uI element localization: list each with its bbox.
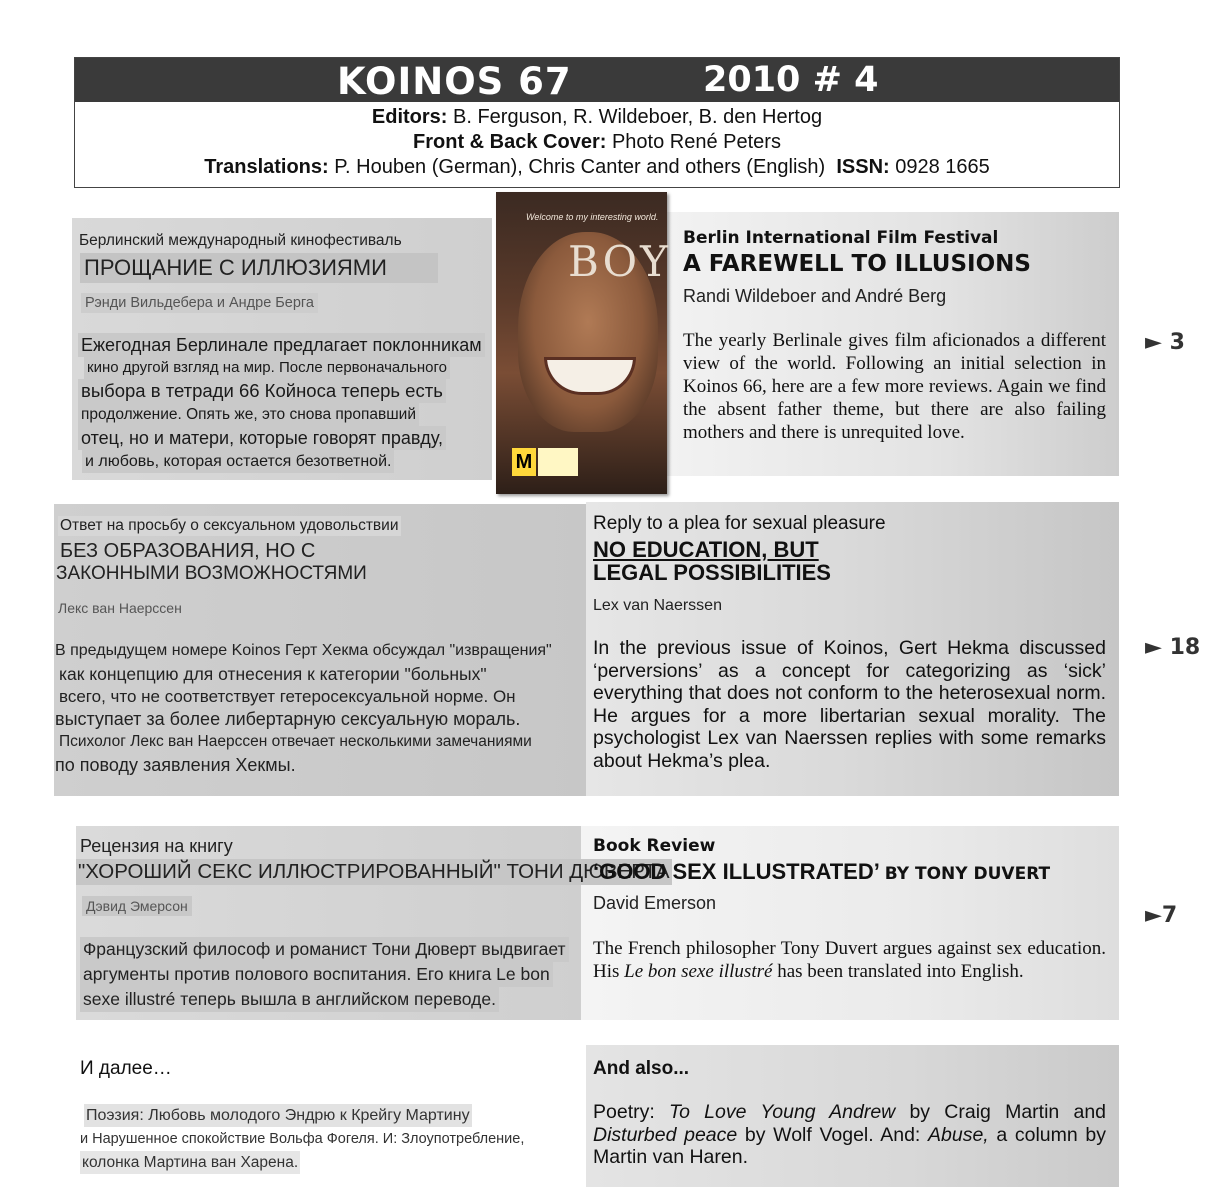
dvd-rating-panel xyxy=(538,448,578,476)
dvd-rating-badge: M xyxy=(512,448,536,476)
article-1-ru-author: Рэнди Вильдебера и Андре Берга xyxy=(81,293,318,313)
article-3-en-category: Book Review xyxy=(593,836,716,856)
article-4-ru-body: Поэзия: Любовь молодого Эндрю к Крейгу Мартину и Нарушенное спокойствие Вольфа Фогеля. И: Злоупотребление, колонка Мартина ван Харена. xyxy=(80,1104,524,1174)
article-1-page-ref[interactable]: ► 3 xyxy=(1145,330,1185,355)
masthead xyxy=(74,57,1120,188)
masthead-bar xyxy=(75,58,1119,102)
article-3-ru-title: "ХОРОШИЙ СЕКС ИЛЛЮСТРИРОВАННЫЙ" ТОНИ ДЮВЕРТА xyxy=(78,860,670,883)
article-2-en-author: Lex van Naerssen xyxy=(593,597,722,614)
issue-number: 2010 # 4 xyxy=(703,60,879,100)
article-1-en-body: The yearly Berlinale gives film aficionados a different view of the world. Following an initial selection in Koinos 66, here are a few more reviews. Again we find the absent father theme, but there are also failing mothers and there is unrequited love. xyxy=(683,330,1106,443)
article-2-en-body: In the previous issue of Koinos, Gert Hekma discussed ‘perversions’ as a concept for categorizing as ‘sick’ everything that does not conform to the heterosexual norm. He argues for a more libertarian sexual morality. The psychologist Lex van Naerssen replies with some remarks about Hekma’s plea. xyxy=(593,637,1106,772)
translations-line: Translations: P. Houben (German), Chris Canter and others (English) ISSN: 0928 1665 xyxy=(204,156,990,178)
article-1-en-title: A FAREWELL TO ILLUSIONS xyxy=(683,251,1031,277)
article-4-en-body: Poetry: To Love Young Andrew by Craig Martin and Disturbed peace by Wolf Vogel. And: Abuse, a column by Martin van Haren. xyxy=(593,1101,1107,1168)
dvd-title: BOY xyxy=(568,237,671,286)
article-2-en-title: NO EDUCATION, BUT LEGAL POSSIBILITIES xyxy=(593,537,831,585)
dvd-tagline: Welcome to my interesting world. xyxy=(526,212,659,222)
article-2-ru-category: Ответ на просьбу о сексуальном удовольствии xyxy=(60,517,399,534)
article-2-page-ref[interactable]: ► 18 xyxy=(1145,635,1201,660)
article-3-en-body: The French philosopher Tony Duvert argues against sex education. His Le bon sexe illustré has been translated into English. xyxy=(593,938,1106,982)
article-4-en-category: And also... xyxy=(593,1058,690,1079)
article-2-ru-body: В предыдущем номере Koinos Герт Хекма обсуждал "извращения" как концепцию для отнесения к категории "больных" всего, что не соответствует гетеросексуальной норме. Он выступает за более либертарную сексуальную мораль. Психолог Лекс ван Наерссен отвечает несколькими замечаниями по поводу заявления Хекмы. xyxy=(55,642,552,775)
article-2-ru-title-1: БЕЗ ОБРАЗОВАНИЯ, НО С xyxy=(60,540,316,562)
magazine-title: KOINOS 67 xyxy=(337,60,572,103)
article-1-en-author: Randi Wildeboer and André Berg xyxy=(683,286,947,306)
cover-line: Front & Back Cover: Photo René Peters xyxy=(413,131,781,153)
article-4-ru-category: И далее… xyxy=(80,1058,172,1079)
article-1-ru-title: ПРОЩАНИЕ С ИЛЛЮЗИЯМИ xyxy=(80,253,438,283)
article-1-en-category: Berlin International Film Festival xyxy=(683,228,999,248)
article-1-ru-category: Берлинский международный кинофестиваль xyxy=(79,232,402,249)
article-3-ru-author: Дэвид Эмерсон xyxy=(82,896,192,916)
article-3-ru-body: Французский философ и романист Тони Дюверт выдвигает аргументы против полового воспитания. Его книга Le bon sexe illustré теперь вышла в английском переводе. xyxy=(80,937,569,1012)
article-3-page-ref[interactable]: ►7 xyxy=(1145,903,1178,928)
article-2-ru-author: Лекс ван Наерссен xyxy=(58,600,182,616)
article-3-en-author: David Emerson xyxy=(593,893,717,913)
article-2-ru-title-2: ЗАКОННЫМИ ВОЗМОЖНОСТЯМИ xyxy=(56,563,367,584)
article-3-ru-category: Рецензия на книгу xyxy=(80,836,233,856)
article-2-en-category: Reply to a plea for sexual pleasure xyxy=(593,513,886,534)
article-1-ru-body: Ежегодная Берлинале предлагает поклонникам кино другой взгляд на мир. После первоначального выбора в тетради 66 Койноса теперь есть продолжение. Опять же, это снова пропавший отец, но и матери, которые говорят правду, и любовь, которая остается безответной. xyxy=(78,333,492,473)
editors-line: Editors: B. Ferguson, R. Wildeboer, B. den Hertog xyxy=(371,106,823,128)
article-3-en-title: ‘GOOD SEX ILLUSTRATED’ BY TONY DUVERT xyxy=(593,859,1051,884)
